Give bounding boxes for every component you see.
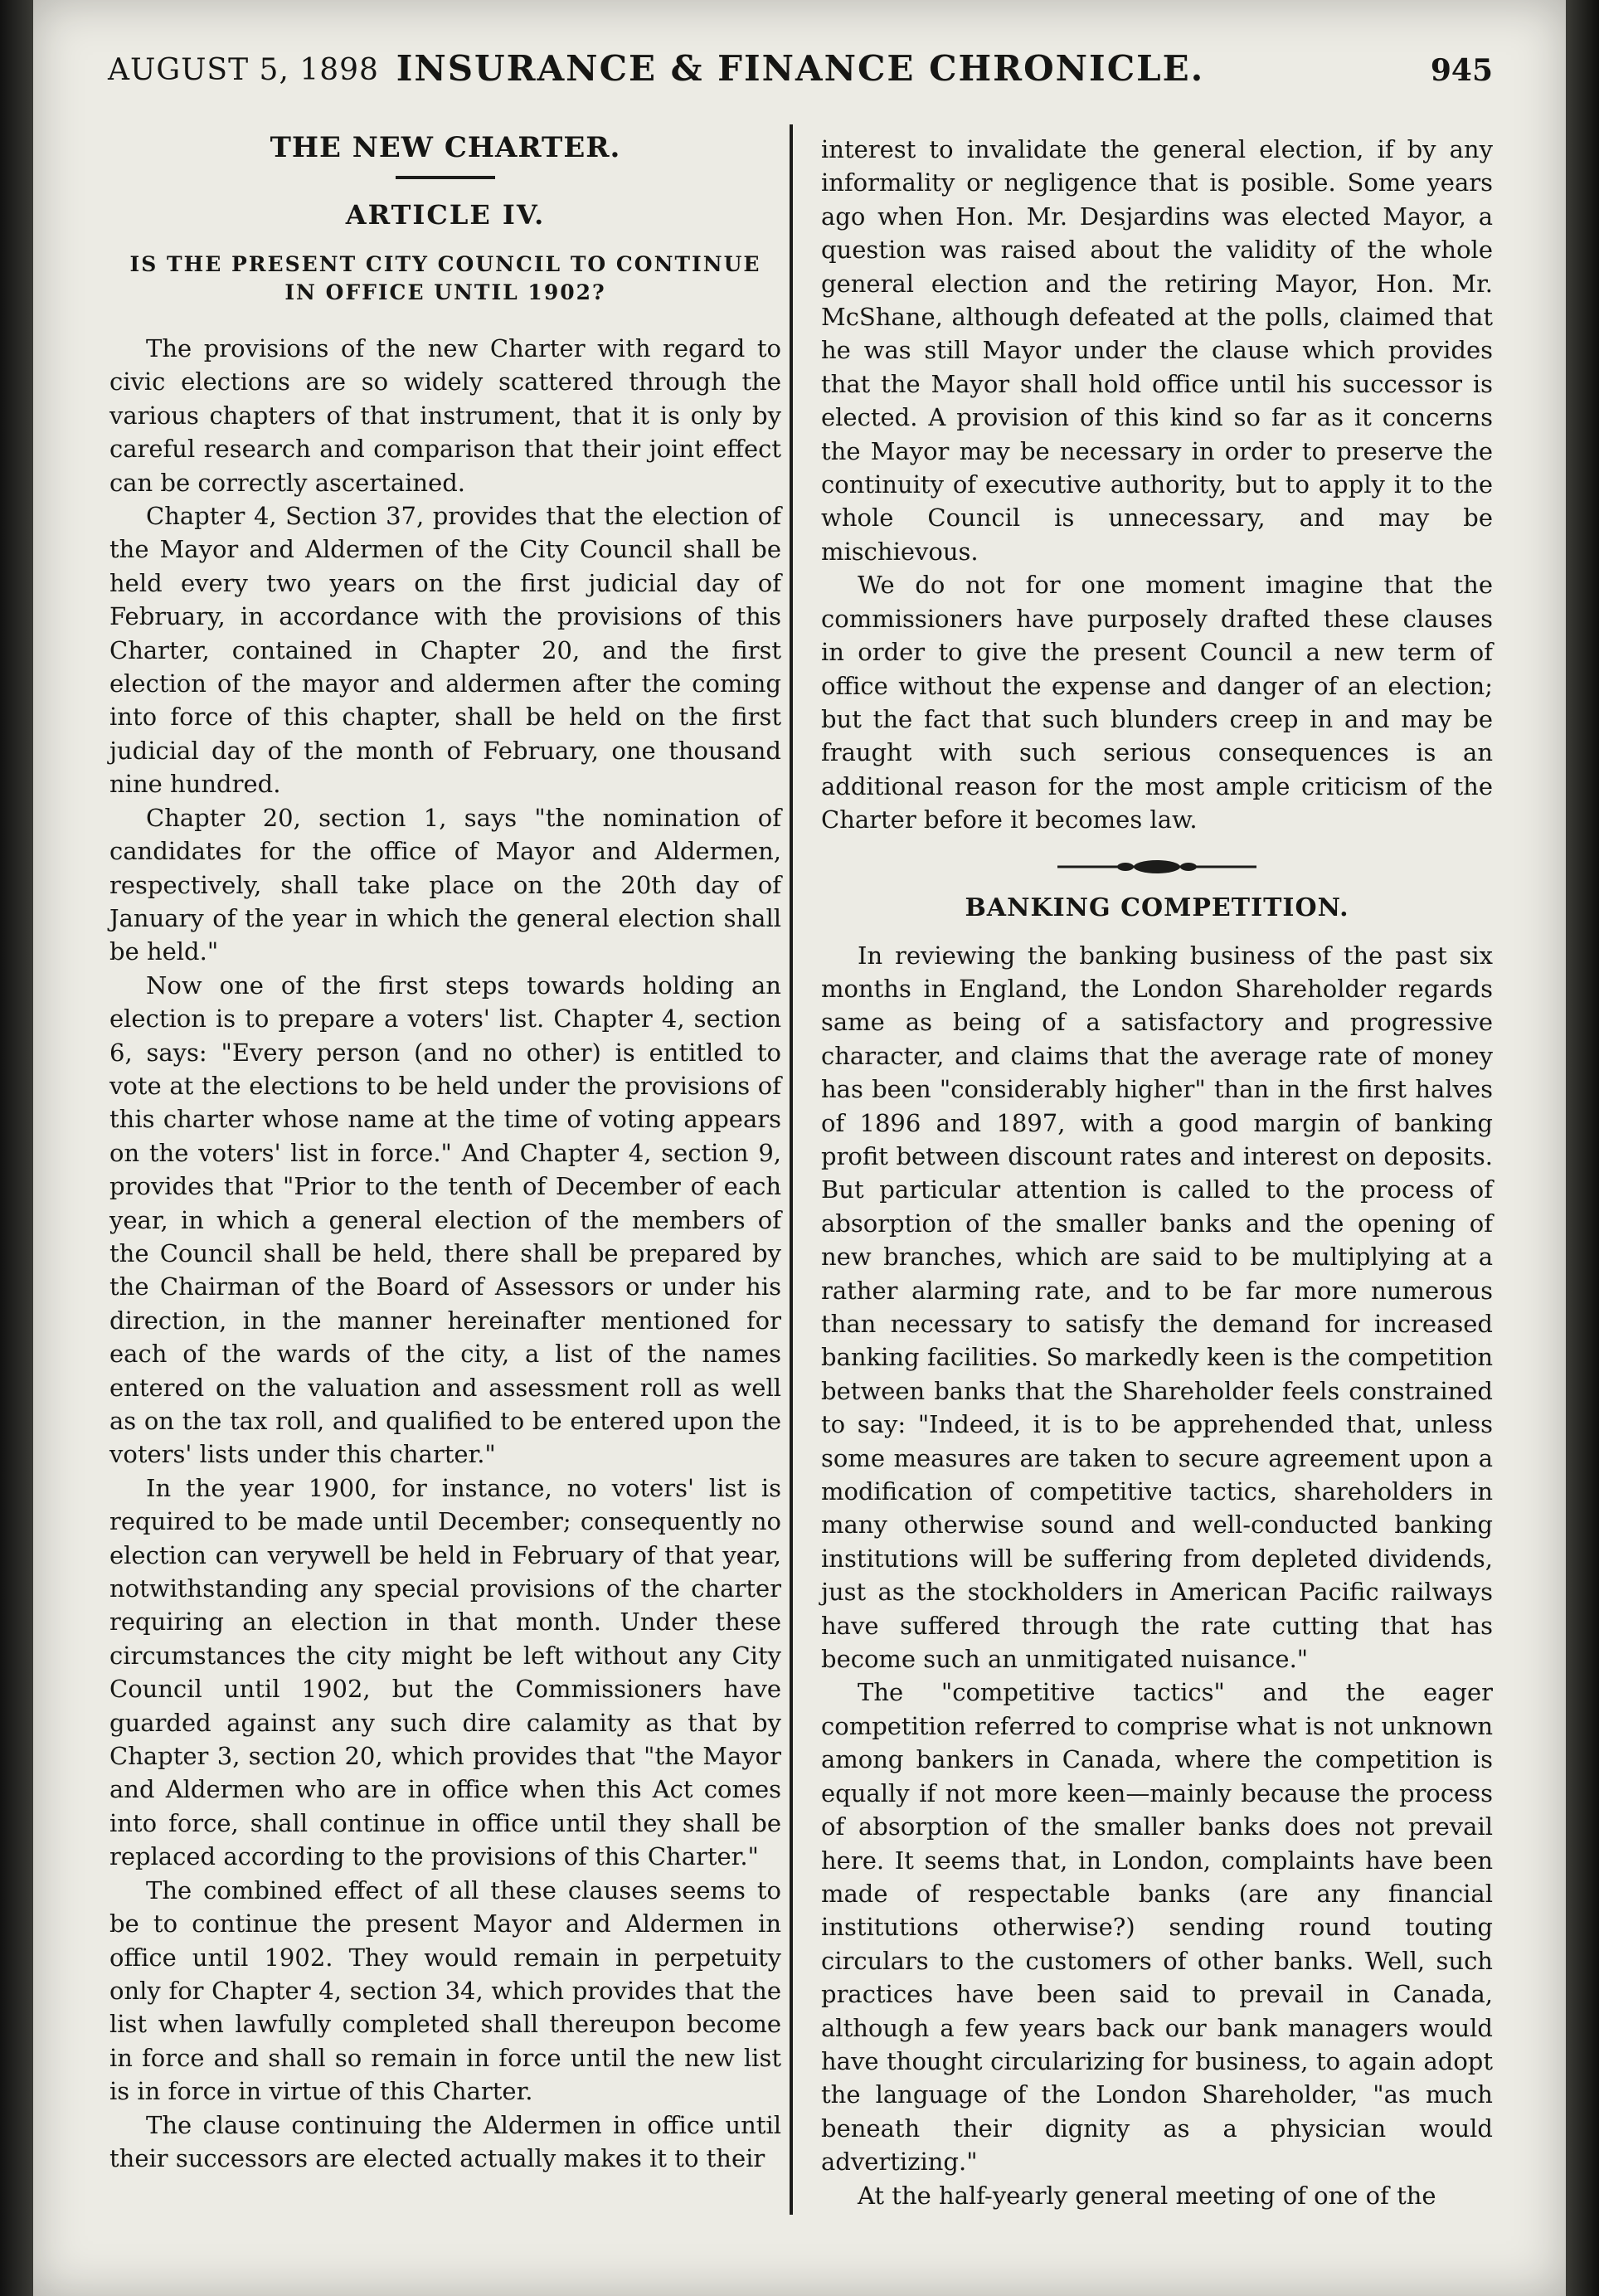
scan-left-edge — [0, 0, 33, 2296]
section-ornament — [821, 859, 1493, 878]
paragraph: In the year 1900, for instance, no voters' list is required to be made until December; consequently no election can verywell be held in February of that year, notwithstanding any special provisions of the charter requiring an election in that month. Under these circumstances the city might be left without any City Council until 1902, but the Commissioners have guarded against any such dire calamity as that by Chapter 3, section 20, which provides that "the Mayor and Aldermen who are in office when this Act comes into force, shall continue in office until they shall be replaced according to the provisions of this Charter." — [109, 1473, 781, 1871]
paragraph: The clause continuing the Aldermen in office until their successors are elected actually makes it to their — [109, 2110, 781, 2172]
paragraph: The provisions of the new Charter with regard to civic elections are so widely scattered through the various chapters of that instrument, that it is only by careful research and comparison that their joint effect can be correctly ascertained. — [109, 334, 781, 497]
left-column — [109, 124, 781, 2175]
page-number: 945 — [1430, 53, 1493, 88]
paragraph: We do not for one moment imagine that the commissioners have purposely drafted these clauses in order to give the present Council a new term of office without the expense and danger of an election; but the fact that such blunders creep in and may be fraught with such serious consequences is an additional reason for the most ample criticism of the Charter before it becomes law. — [821, 571, 1493, 834]
paragraph: At the half-yearly general meeting of one of the — [858, 2181, 1436, 2210]
article-title: BANKING COMPETITION. — [965, 893, 1349, 922]
paragraph: Chapter 4, Section 37, provides that the election of the Mayor and Aldermen of the City Council shall be held every two years on the first judicial day of February, in accordance with the provisions of this Charter, contained in Chapter 20, and the first election of the mayor and aldermen after the coming into force of this chapter, shall be held on the first judicial day of the month of February, one thousand nine hundred. — [109, 502, 781, 799]
newspaper-page — [33, 0, 1566, 2296]
article-title: THE NEW CHARTER. — [270, 131, 621, 164]
paragraph-continued: interest to invalidate the general election, if by any informality or negligence that is posible. Some years ago when Hon. Mr. Desjardins was elected Mayor, a question was raised about the validity of the whole general election and the retiring Mayor, Hon. Mr. McShane, although defeated at the polls, claimed that he was still Mayor under the clause which provides that the Mayor shall hold office until his successor is elected. A provision of this kind so far as it concerns the Mayor may be necessary in order to preserve the continuity of executive authority, but to apply it to the whole Council is unnecessary, and may be mischievous. — [821, 135, 1493, 566]
paragraph: The "competitive tactics" and the eager competition referred to comprise what is not unknown among bankers in Canada, where the competition is equally if not more keen—mainly because the process of absorption of the smaller banks does not prevail here. It seems that, in London, complaints have been made of respectable banks (are any financial institutions otherwise?) sending round touting circulars to the customers of other banks. Well, such practices have been said to prevail in Canada, although a few years back our bank managers would have thought circularizing for business, to again adopt the language of the London Shareholder, "as much beneath their dignity as a physician would advertizing." — [821, 1678, 1493, 2177]
right-column — [821, 133, 1493, 2212]
issue-date: AUGUST 5, 1898 — [108, 53, 379, 87]
scan-right-edge — [1566, 0, 1599, 2296]
running-head — [108, 48, 1493, 98]
title-rule — [396, 176, 495, 179]
paragraph: Now one of the first steps towards holding an election is to prepare a voters' list. Chapter 4, section 6, says: "Every person (and no other) is entitled to vote at the elections to be held under the provisions of this charter whose name at the time of voting appears on the voters' list in force." And Chapter 4, section 9, provides that "Prior to the tenth of December of each year, in which a general election of the members of the Council shall be held, there shall be prepared by the Chairman of the Board of Assessors or under his direction, in the manner hereinafter mentioned for each of the wards of the city, a list of the names entered on the valuation and assessment roll as well as on the tax roll, and qualified to be entered upon the voters' lists under this charter." — [109, 970, 781, 1469]
paragraph: In reviewing the banking business of the past six months in England, the London Shareholder regards same as being of a satisfactory and progressive character, and claims that the average rate of money has been "considerably higher" than in the first halves of 1896 and 1897, with a good margin of banking profit between discount rates and interest on deposits. But particular attention is called to the process of absorption of the smaller banks and the opening of new branches, which are said to be multiplying at a rather alarming rate, and to be far more numerous than necessary to satisfy the demand for increased banking facilities. So markedly keen is the competition between banks that the Shareholder feels constrained to say: "Indeed, it is to be apprehended that, unless some measures are taken to secure agreement upon a modification of competitive tactics, shareholders in many otherwise sound and well-conducted banking institutions will be suffering from depleted dividends, just as the stockholders in American Pacific railways have suffered through the rate cutting that has become such an unmitigated nuisance." — [821, 941, 1493, 1674]
paragraph: The combined effect of all these clauses seems to be to continue the present Mayor and Aldermen in office until 1902. They would remain in perpetuity only for Chapter 4, section 34, which provides that the list when lawfully completed shall thereupon become in force and shall so remain in force until the new list is in force in virtue of this Charter. — [109, 1875, 781, 2106]
column-divider — [790, 124, 793, 2215]
article-subtitle: ARTICLE IV. — [345, 199, 546, 231]
article-question: IS THE PRESENT CITY COUNCIL TO CONTINUE IN OFFICE UNTIL 1902? — [129, 252, 761, 304]
publication-title: INSURANCE & FINANCE CHRONICLE. — [396, 48, 1205, 89]
paragraph: Chapter 20, section 1, says "the nomination of candidates for the office of Mayor and Aldermen, respectively, shall take place on the 20th day of January of the year in which the general election shall be held." — [109, 803, 781, 966]
